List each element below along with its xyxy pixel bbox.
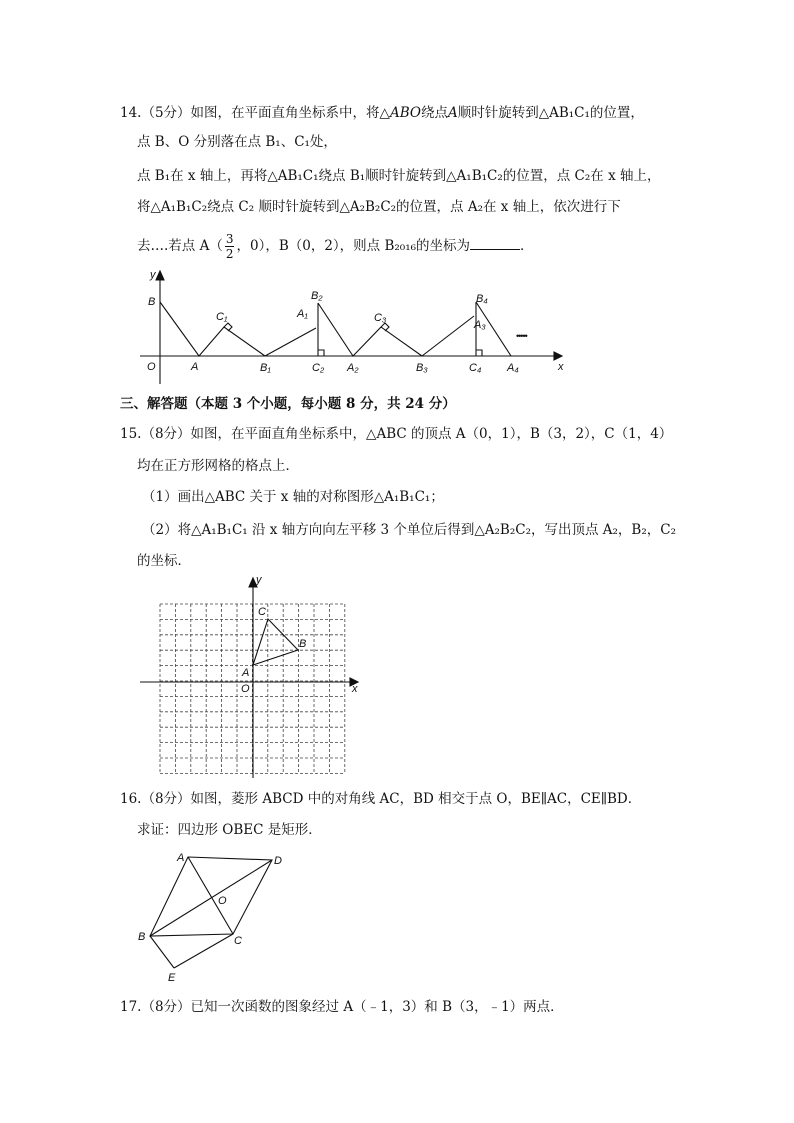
q14-label-B2: B₂ [311,290,323,302]
q14-continuation-dots: ••••• [516,331,527,341]
q14-label-A2: A₂ [347,362,359,374]
q16-line2: 求证：四边形 OBEC 是矩形． [137,822,322,838]
q16-label-O: O [218,895,227,907]
q14-line4: 将△A₁B₁C₂绕点 C₂ 顺时针旋转到△A₂B₂C₂的位置，点 A₂在 x 轴上，依次进行下 [137,199,621,215]
q16-label-B: B [138,931,146,943]
q14-label-A3: A₃ [474,319,486,331]
q15-line2: 均在正方形网格的格点上． [137,458,299,474]
q14-label-x: x [558,361,564,373]
fraction-3-2: $\frac{3}{2}$ [225,232,234,261]
q16-label-D: D [274,855,282,867]
q17-line1: 17.（8分）已知一次函数的图象经过 A（﹣1，3）和 B（3，﹣1）两点． [120,999,564,1015]
q14-label-B1: B₁ [260,362,271,374]
q14-label-B3: B₃ [416,362,428,374]
q15-line3: （1）画出△ABC 关于 x 轴的对称图形△A₁B₁C₁； [142,489,444,505]
q15-line1: 15.（8分）如图，在平面直角坐标系中，△ABC 的顶点 A（0，1），B（3，2），C（1，4） [120,426,673,442]
q16-label-E: E [168,972,176,984]
q16-line1: 16.（8分）如图，菱形 ABCD 中的对角线 AC，BD 相交于点 O，BE∥AC，CE∥BD． [120,791,642,807]
q14-label-y: y [150,269,156,281]
q14-label-C3: C₃ [374,312,387,324]
q14-label-O: O [147,361,156,373]
q14-line1: 14.（5分）如图，在平面直角坐标系中，将△ABO绕点A顺时针旋转到△AB₁C₁的位置， [120,105,644,121]
q15-line4: （2）将△A₁B₁C₁ 沿 x 轴方向向左平移 3 个单位后得到△A₂B₂C₂，写出顶点 A₂，B₂，C₂ [142,522,677,538]
q14-label-C1: C₁ [216,311,228,323]
q15-label-y: y [256,574,262,586]
q15-label-A: A [242,667,250,679]
q14-label-A4: A₄ [507,362,519,374]
q14-label-C2: C₂ [312,362,325,374]
q16-segment-ce [174,934,233,968]
q16-segment-be [150,936,174,968]
q14-label-B4: B₄ [476,293,488,305]
q14-label-A1: A₁ [297,308,308,320]
section3-heading: 三、解答题（本题 3 个小题，每小题 8 分，共 24 分） [120,396,456,412]
q15-line5: 的坐标． [137,553,191,569]
q14-label-B: B [148,296,156,308]
q14-line2: 点 B、O 分别落在点 B₁、C₁处， [137,134,337,150]
q14-line3: 点 B₁在 x 轴上，再将△AB₁C₁绕点 B₁顺时针旋转到△A₁B₁C₂的位置，点 C₂在 x 轴上， [137,168,661,184]
q15-label-x: x [352,683,358,695]
q16-label-A: A [177,852,185,864]
q14-label-C4: C₄ [469,362,482,374]
q15-label-C: C [258,606,266,618]
q16-label-C: C [234,935,242,947]
q14-line5: 去….若点 A（ $\frac{3}{2}$ ，0），B（0，2），则点 B₂₀₁₆的坐标为 ． [137,232,534,261]
q15-label-O: O [241,683,250,695]
q14-label-A: A [191,361,199,373]
q15-label-B: B [299,638,307,650]
